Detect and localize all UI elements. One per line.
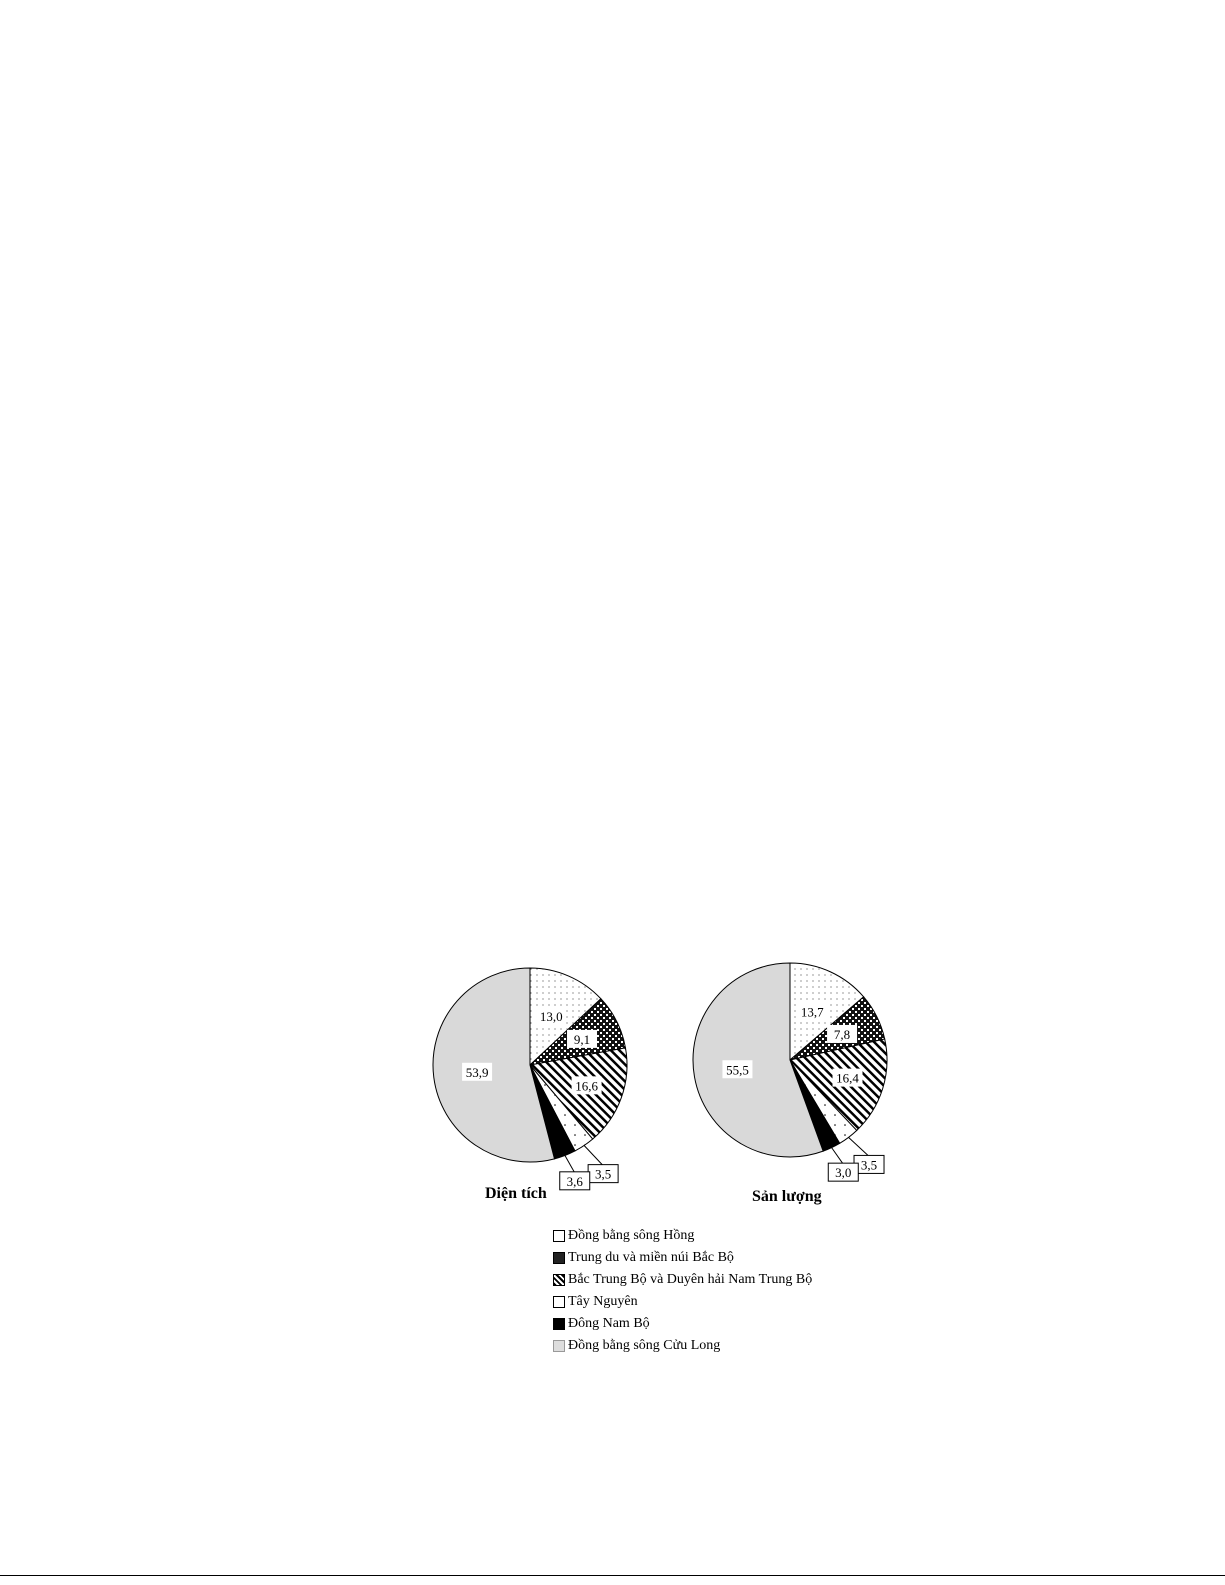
data-label: 53,9	[465, 1064, 489, 1080]
legend-swatch	[553, 1230, 565, 1242]
legend-label: Đồng bằng sông Hồng	[568, 1228, 695, 1243]
data-label: 3,5	[594, 1166, 612, 1182]
label-leader-line	[584, 1145, 603, 1165]
pie-san-luong	[693, 963, 887, 1181]
legend-label: Đồng bằng sông Cửu Long	[568, 1338, 721, 1353]
data-label: 7,8	[833, 1026, 851, 1042]
data-label: 13,0	[539, 1009, 563, 1025]
label-leader-line	[832, 1148, 844, 1165]
data-label: 9,1	[573, 1031, 591, 1047]
legend-item	[553, 1225, 812, 1247]
data-label: 13,7	[800, 1004, 824, 1020]
legend-label: Đông Nam Bộ	[568, 1316, 650, 1331]
legend-item	[553, 1247, 812, 1269]
data-label: 16,4	[836, 1070, 859, 1086]
legend-label: Bắc Trung Bộ và Duyên hải Nam Trung Bộ	[568, 1272, 813, 1287]
legend-item	[553, 1313, 812, 1335]
legend-swatch	[553, 1296, 565, 1308]
chart-legend	[553, 1225, 812, 1357]
data-label: 3,6	[566, 1173, 583, 1189]
label-leader-line	[849, 1137, 869, 1156]
data-label: 16,6	[575, 1078, 598, 1094]
data-label: 3,5	[860, 1157, 878, 1173]
legend-label: Tây Nguyên	[568, 1294, 638, 1309]
pie-dien-tich	[433, 968, 627, 1190]
legend-label: Trung du và miền núi Bắc Bộ	[568, 1250, 734, 1265]
legend-swatch	[553, 1318, 565, 1330]
data-label: 55,5	[726, 1062, 749, 1078]
legend-swatch	[553, 1340, 565, 1352]
legend-item	[553, 1269, 812, 1291]
legend-swatch	[553, 1274, 565, 1286]
legend-item	[553, 1291, 812, 1313]
pie-caption-san-luong: Sản lượng	[752, 1188, 822, 1205]
pie-caption-dien-tich: Diện tích	[485, 1185, 547, 1202]
legend-item	[553, 1335, 812, 1357]
data-label: 3,0	[835, 1165, 852, 1181]
label-leader-line	[565, 1155, 575, 1172]
legend-swatch	[553, 1252, 565, 1264]
page-bottom-rule	[0, 1575, 1225, 1576]
